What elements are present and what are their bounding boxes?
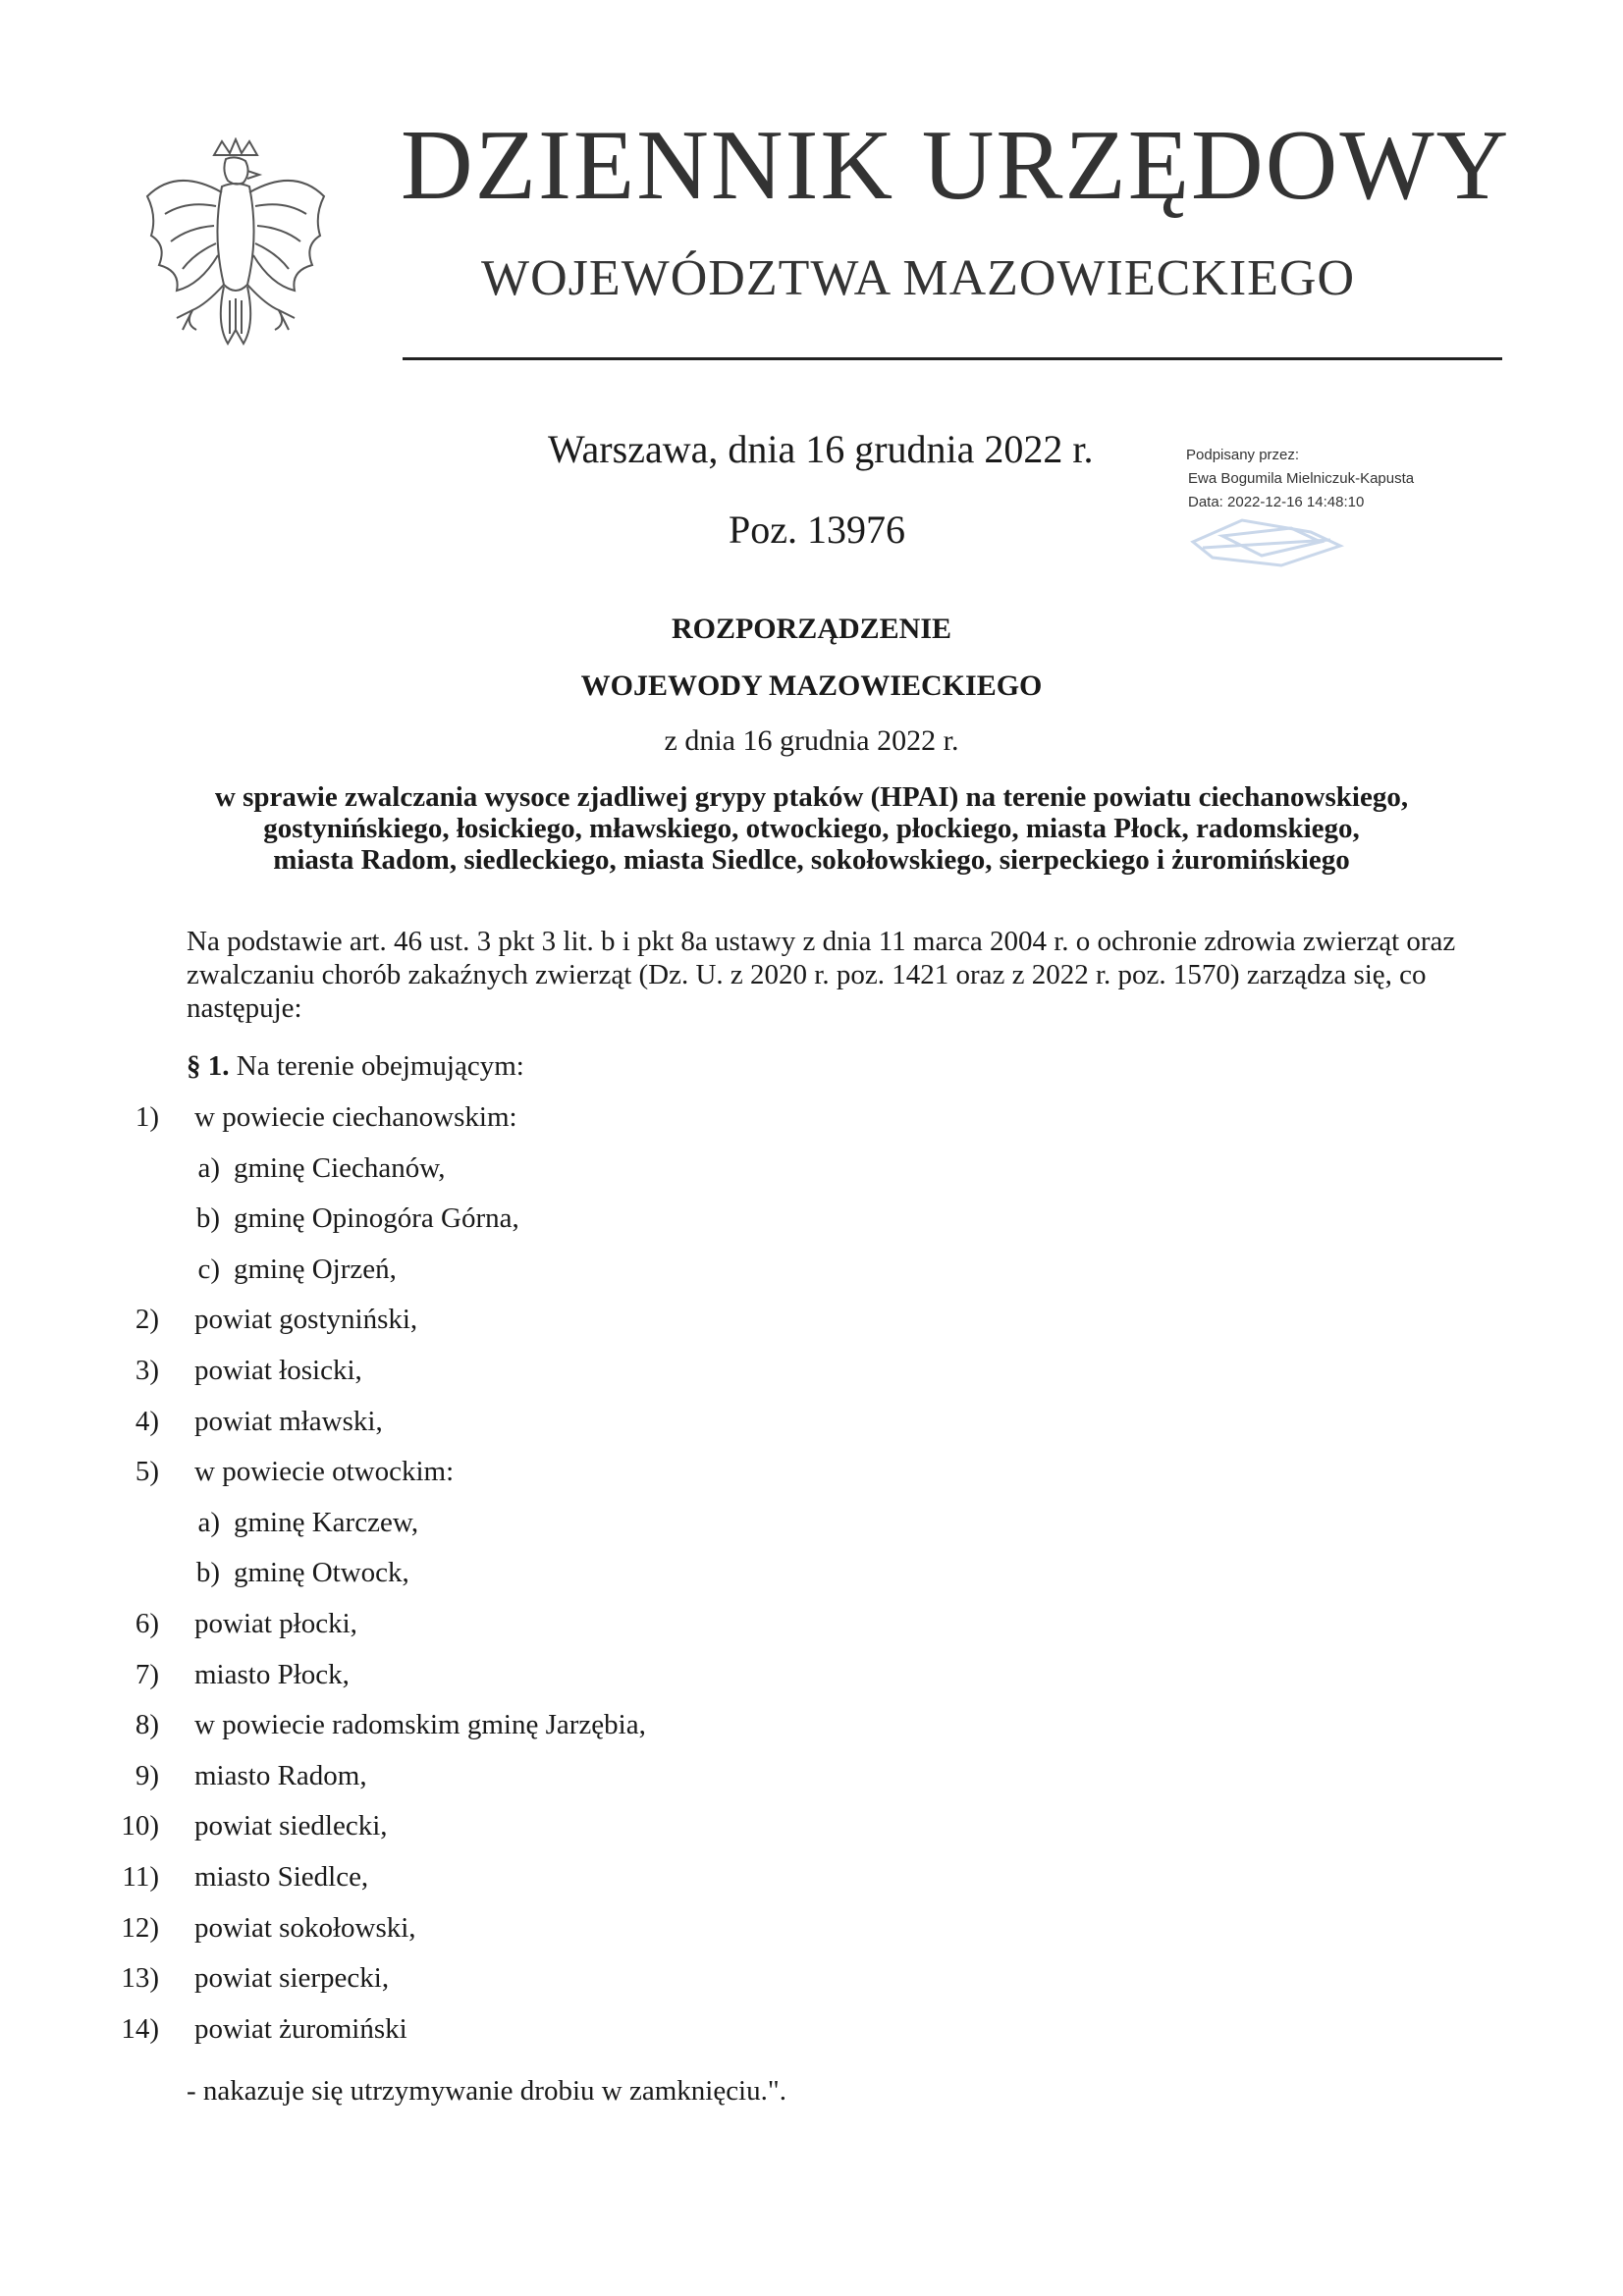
- list-item-text: gminę Opinogóra Górna,: [234, 1202, 519, 1234]
- act-authority-heading: WOJEWODY MAZOWIECKIEGO: [580, 669, 1043, 702]
- signature-label: Podpisany przez:: [1186, 447, 1300, 463]
- legal-basis-text: Na podstawie art. 46 ust. 3 pkt 3 lit. b i pkt 8a ustawy z dnia 11 marca 2004 r. o ochronie zdrowia zwierząt oraz zwalczaniu chorób zakaźnych zwierząt (Dz. U. z 2020 r. poz. 1421 oraz z 2022 r. poz. 1570) zarządza się, co następuje:: [187, 926, 1456, 1024]
- list-item-number: 12): [121, 1912, 159, 1944]
- place-and-date: Warszawa, dnia 16 grudnia 2022 r.: [548, 427, 1094, 471]
- list-item-text: gminę Otwock,: [234, 1557, 409, 1588]
- act-subject-line: w sprawie zwalczania wysoce zjadliwej grypy ptaków (HPAI) na terenie powiatu ciechanowskiego,: [214, 781, 1409, 813]
- list-item-text: powiat sierpecki,: [194, 1962, 390, 1994]
- digital-signature: [1186, 444, 1414, 514]
- list-item-text: powiat żuromiński: [194, 2013, 407, 2045]
- list-item-text: gminę Ciechanów,: [234, 1152, 446, 1184]
- list-item-text: gminę Karczew,: [234, 1507, 419, 1538]
- list-item-number: 10): [121, 1810, 159, 1842]
- list-item-number: 6): [135, 1608, 159, 1639]
- paragraph-mark: § 1.: [187, 1050, 230, 1082]
- signature-stamp-icon: [1183, 512, 1350, 571]
- list-item-text: powiat łosicki,: [194, 1355, 362, 1386]
- coat-of-arms-eagle-icon: [137, 137, 334, 373]
- list-item-number: 3): [135, 1355, 159, 1386]
- closing-provision: - nakazuje się utrzymywanie drobiu w zamknięciu.".: [187, 2075, 786, 2107]
- act-date: z dnia 16 grudnia 2022 r.: [664, 724, 959, 757]
- list-item-number: b): [195, 1557, 220, 1588]
- list-item-number: 13): [121, 1962, 159, 1994]
- list-item-number: a): [197, 1152, 220, 1184]
- list-item-text: powiat siedlecki,: [194, 1810, 388, 1842]
- list-item-number: 9): [135, 1760, 159, 1791]
- list-item-number: 2): [135, 1304, 159, 1335]
- list-item-text: miasto Radom,: [194, 1760, 367, 1791]
- list-item-number: c): [197, 1254, 220, 1285]
- act-subject-line: miasta Radom, siedleckiego, miasta Siedlce, sokołowskiego, sierpeckiego i żuromińskiego: [273, 844, 1350, 876]
- list-item-number: a): [197, 1507, 220, 1538]
- act-subject: [0, 781, 1623, 876]
- list-item-text: miasto Płock,: [194, 1659, 350, 1690]
- list-item-text: miasto Siedlce,: [194, 1861, 369, 1893]
- list-item-number: 11): [122, 1861, 159, 1893]
- list-item-text: powiat sokołowski,: [194, 1912, 416, 1944]
- list-item-text: gminę Ojrzeń,: [234, 1254, 397, 1285]
- list-item-text: w powiecie otwockim:: [194, 1456, 455, 1487]
- list-item-text: powiat gostyniński,: [194, 1304, 418, 1335]
- paragraph-intro-text: Na terenie obejmującym:: [236, 1050, 524, 1082]
- journal-subtitle: WOJEWÓDZTWA MAZOWIECKIEGO: [481, 250, 1356, 306]
- list-item-number: 1): [135, 1101, 159, 1133]
- header-divider: [403, 357, 1502, 360]
- list-item-number: 14): [121, 2013, 159, 2045]
- list-item-text: w powiecie ciechanowskim:: [194, 1101, 517, 1133]
- list-item-text: w powiecie radomskim gminę Jarzębia,: [194, 1709, 646, 1740]
- list-item-text: powiat płocki,: [194, 1608, 357, 1639]
- list-item-text: powiat mławski,: [194, 1406, 383, 1437]
- list-item-number: 7): [135, 1659, 159, 1690]
- legal-basis-paragraph: [137, 925, 1502, 1025]
- act-subject-line: gostynińskiego, łosickiego, mławskiego, otwockiego, płockiego, miasta Płock, radomskiego,: [263, 813, 1360, 844]
- journal-title: DZIENNIK URZĘDOWY: [401, 110, 1511, 221]
- paragraph-1-intro: [187, 1052, 524, 1081]
- list-item-number: b): [195, 1202, 220, 1234]
- list-item-number: 8): [135, 1709, 159, 1740]
- signature-date: Data: 2022-12-16 14:48:10: [1188, 494, 1365, 510]
- act-type-heading: ROZPORZĄDZENIE: [671, 613, 952, 645]
- position-number: Poz. 13976: [729, 507, 905, 552]
- list-item-number: 4): [135, 1406, 159, 1437]
- signature-signer: Ewa Bogumila Mielniczuk-Kapusta: [1188, 470, 1415, 487]
- list-item-number: 5): [135, 1456, 159, 1487]
